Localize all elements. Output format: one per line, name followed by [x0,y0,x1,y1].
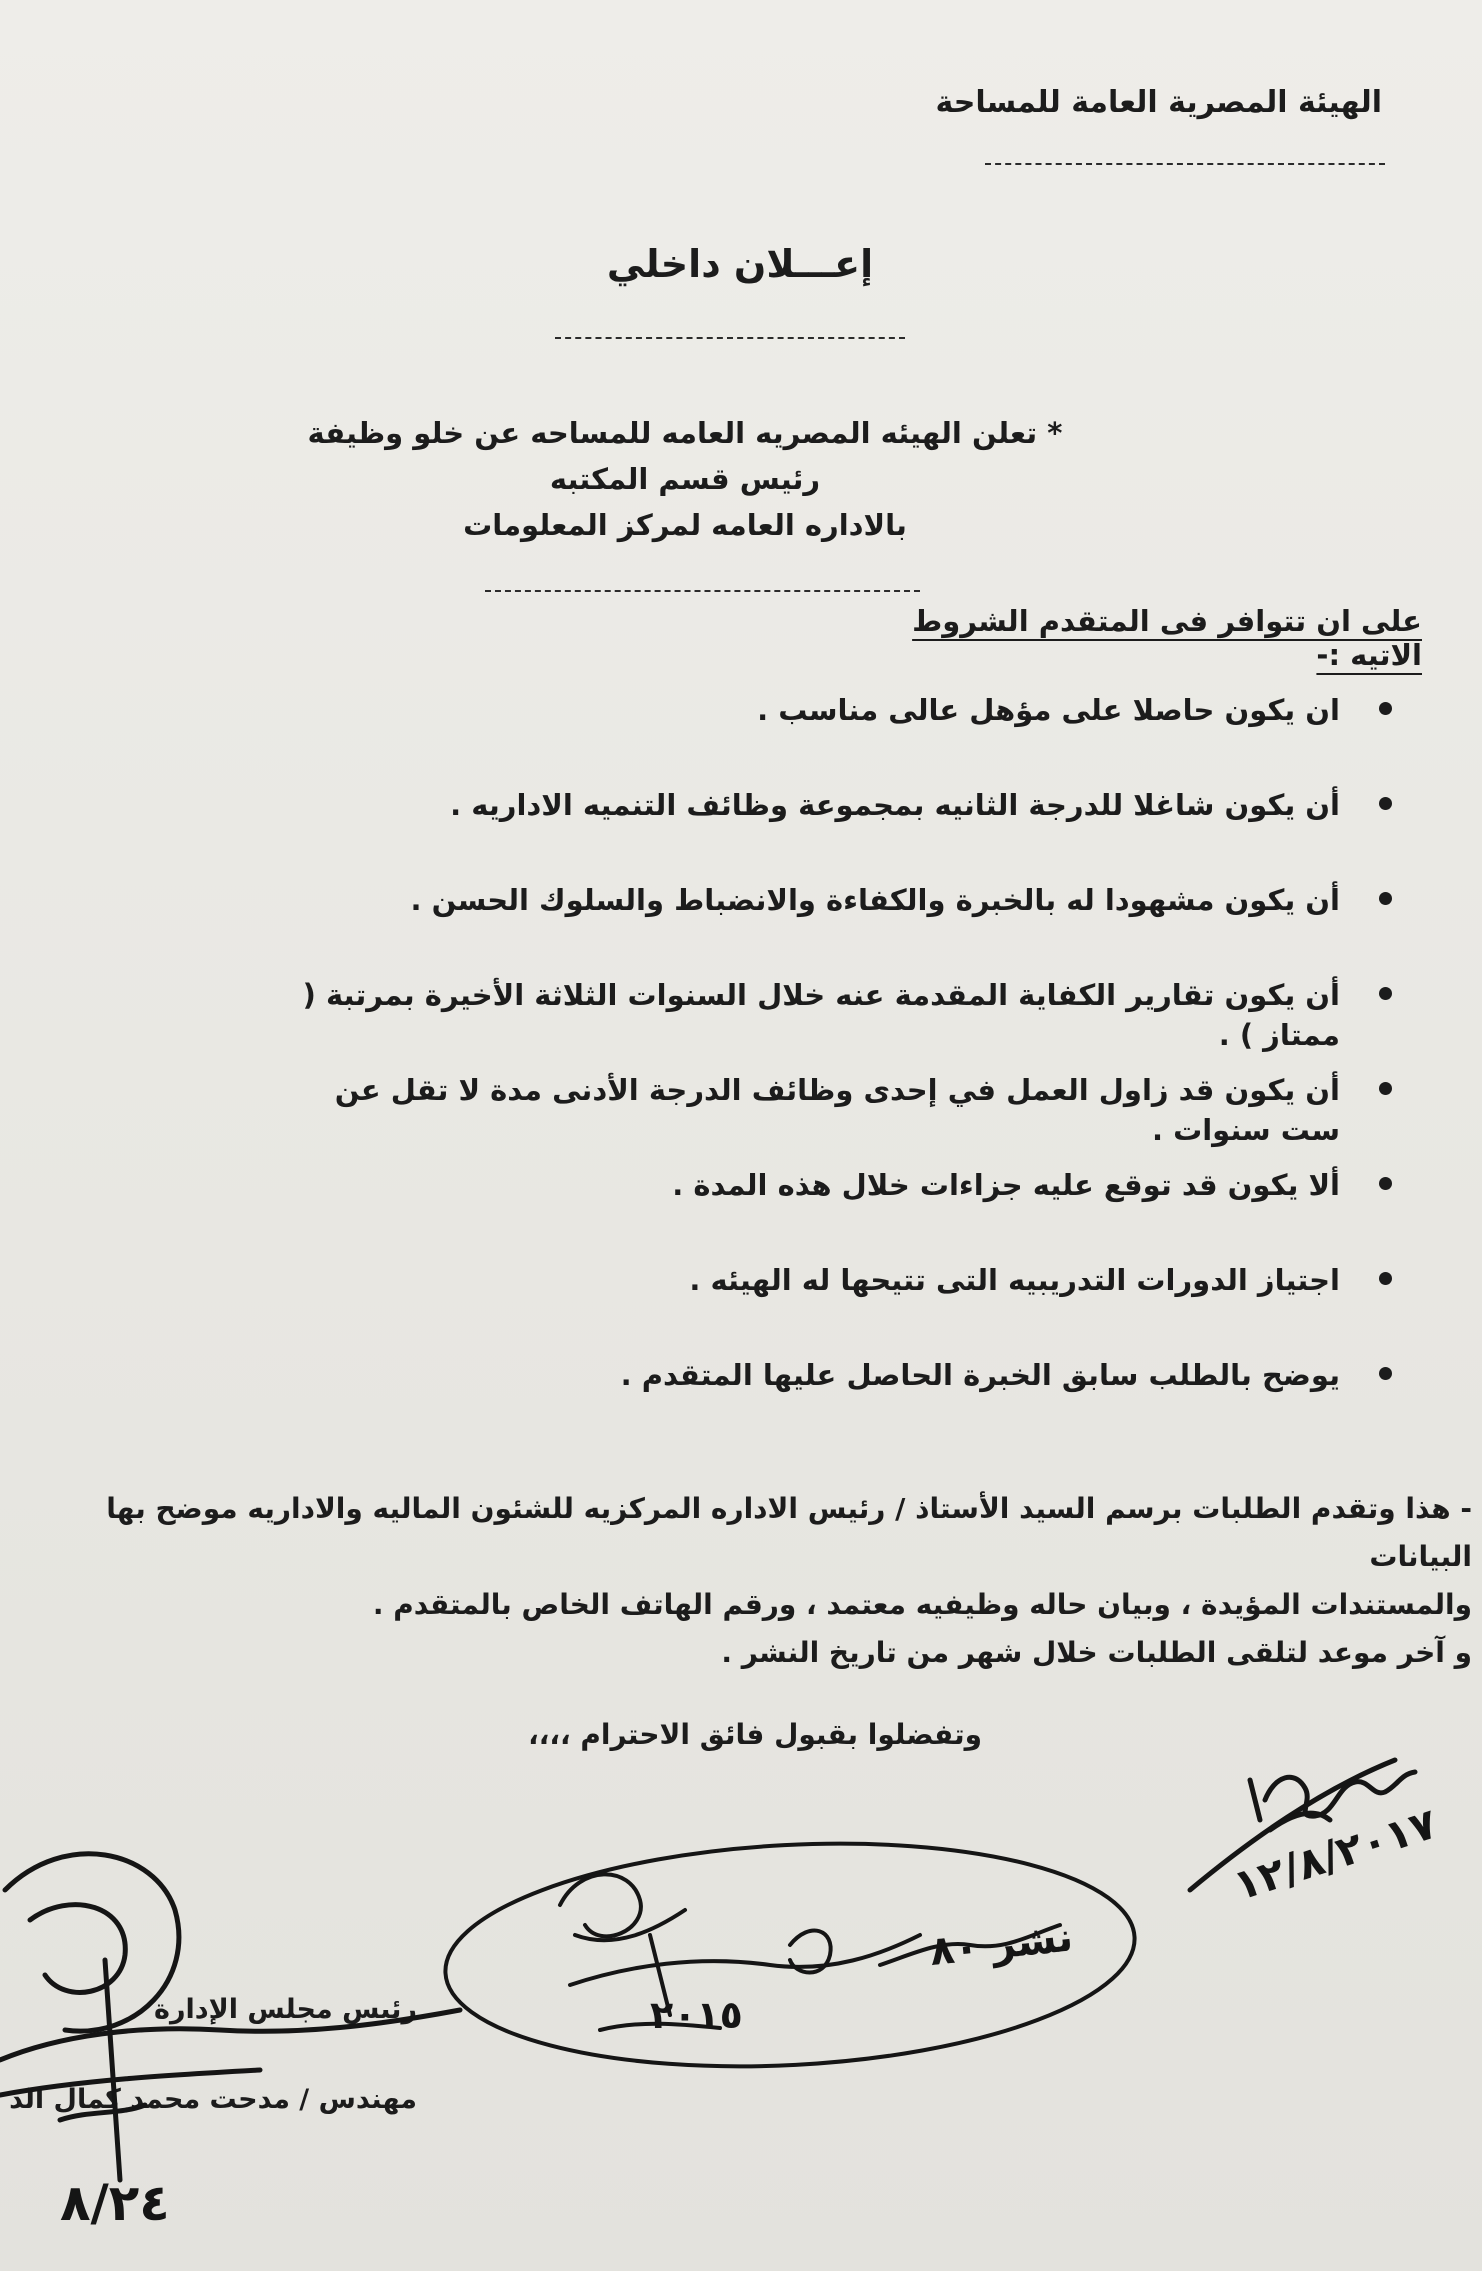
conditions-heading: على ان تتوافر فى المتقدم الشروط الاتيه :- [912,604,1422,672]
requirement-item: أن يكون مشهودا له بالخبرة والكفاءة والانضباط والسلوك الحسن . [292,880,1392,975]
intro-line-2: رئيس قسم المكتبه [549,462,821,496]
closing-line-2: والمستندات المؤيدة ، وبيان حاله وظيفيه معتمد ، ورقم الهاتف الخاص بالمتقدم . [372,1588,1472,1621]
signatory-role: رئيس مجلس الإدارة [154,1994,417,2025]
handwritten-center-year: ٢٠١٥ [650,1993,743,2037]
requirement-item: أن يكون تقارير الكفاية المقدمة عنه خلال السنوات الثلاثة الأخيرة بمرتبة ( ممتاز ) . [292,975,1392,1070]
requirement-item: اجتياز الدورات التدريبيه التى تتيحها له الهيئه . [292,1260,1392,1355]
closing-line-3: و آخر موعد لتلقى الطلبات خلال شهر من تاريخ النشر . [721,1636,1472,1669]
organization-name: الهيئة المصرية العامة للمساحة [935,85,1382,120]
signatory-name: مهندس / مدحت محمد كمال الد [9,2084,417,2115]
requirement-item: أن يكون شاغلا للدرجة الثانيه بمجموعة وظائف التنميه الاداريه . [292,785,1392,880]
handwritten-date-right: ١٢/٨/٢٠١٧ [1227,1798,1443,1911]
handwritten-center-note: نشر ٨٠ [927,1914,1075,1976]
requirement-item: أن يكون قد زاول العمل في إحدى وظائف الدرجة الأدنى مدة لا تقل عن ست سنوات . [292,1070,1392,1165]
left-signature-icon [0,1854,460,2180]
intro-line-1: * تعلن الهيئه المصريه العامه للمساحه عن خلو وظيفة [307,416,1063,450]
intro-line-3: بالاداره العامه لمركز المعلومات [463,508,907,542]
requirement-item: ألا يكون قد توقع عليه جزاءات خلال هذه المدة . [292,1165,1392,1260]
closing-line-1: - هذا وتقدم الطلبات برسم السيد الأستاذ / رئيس الاداره المركزيه للشئون الماليه والاداريه موضح بها البيانات [106,1492,1472,1573]
requirement-item: يوضح بالطلب سابق الخبرة الحاصل عليها المتقدم . [292,1355,1392,1450]
regards-line: وتفضلوا بقبول فائق الاحترام ،،،، [528,1718,982,1751]
requirement-item: ان يكون حاصلا على مؤهل عالى مناسب . [292,690,1392,785]
document-title: إعـــلان داخلي [606,242,874,286]
handwritten-bottom-left-date: ٨/٢٤ [60,2174,170,2232]
